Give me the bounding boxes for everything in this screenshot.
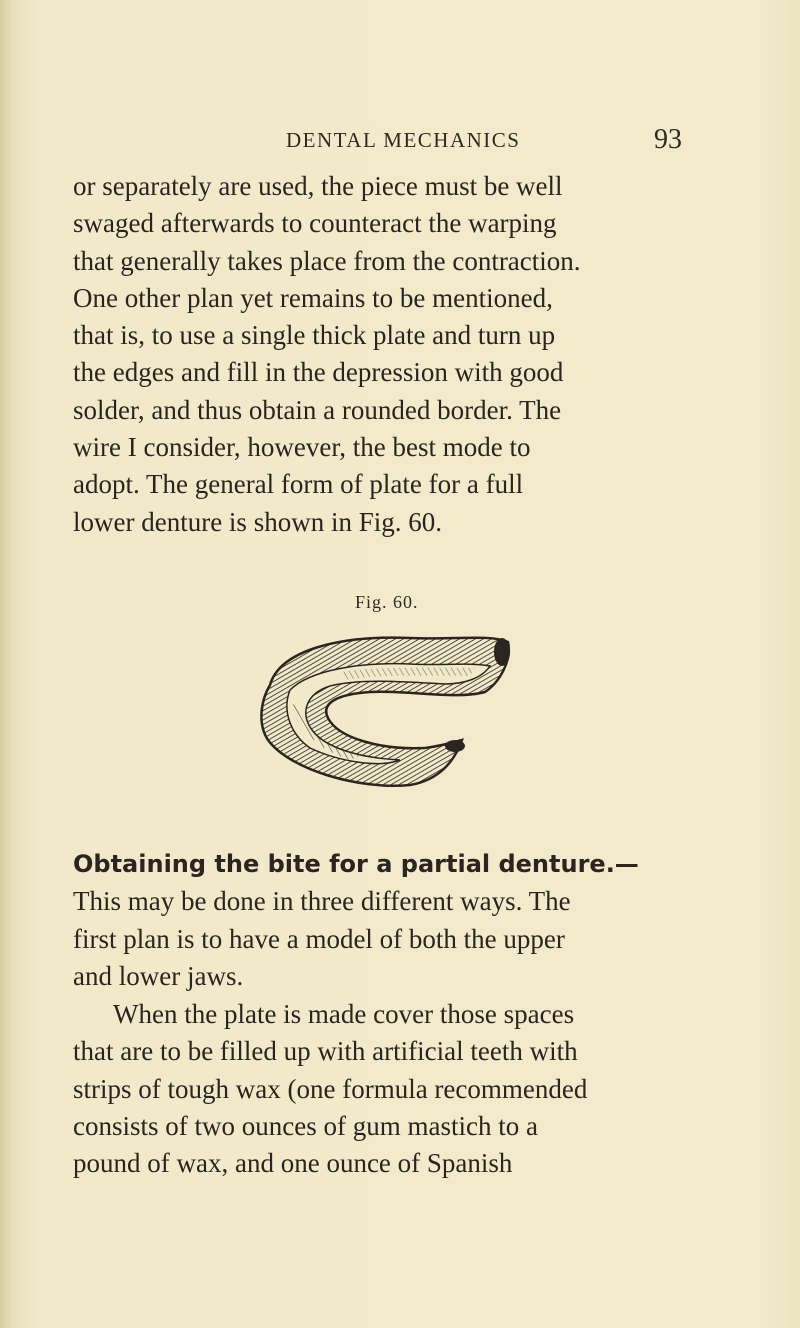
running-title: DENTAL MECHANICS: [286, 128, 521, 152]
text-line: that are to be filled up with artificial teeth with: [73, 1036, 578, 1067]
paragraph-3: [73, 996, 713, 1182]
page-gutter: [0, 0, 14, 1328]
text-line: consists of two ounces of gum mastich to a: [73, 1110, 538, 1141]
text-line: or separately are used, the piece must be well: [73, 171, 563, 201]
text-line: swaged afterwards to counteract the warping: [73, 208, 557, 239]
figure-caption: Fig. 60.: [355, 592, 419, 612]
section-heading: Obtaining the bite for a partial denture.—: [73, 850, 639, 878]
text-line: This may be done in three different ways. The: [73, 886, 571, 917]
text-line: solder, and thus obtain a rounded border. The: [73, 394, 562, 425]
text-line: wire I consider, however, the best mode to: [73, 432, 531, 463]
text-line: first plan is to have a model of both the upper: [73, 923, 565, 954]
lower-denture-plate-illustration: [250, 630, 520, 790]
text-line: the edges and fill in the depression with good: [73, 357, 564, 388]
text-line: adopt. The general form of plate for a full: [73, 469, 524, 500]
paragraph-2: [73, 846, 713, 995]
paragraph-1: [73, 168, 713, 541]
text-line: pound of wax, and one ounce of Spanish: [73, 1148, 513, 1179]
text-line: strips of tough wax (one formula recommended: [73, 1073, 588, 1104]
text-line: that generally takes place from the contraction.: [73, 245, 581, 276]
text-line: that is, to use a single thick plate and turn up: [73, 320, 556, 351]
text-line: lower denture is shown in Fig. 60.: [73, 506, 442, 537]
text-line: When the plate is made cover those spaces: [113, 999, 575, 1029]
text-line: One other plan yet remains to be mentioned,: [73, 282, 553, 313]
page-number: 93: [654, 124, 682, 155]
text-line: and lower jaws.: [73, 960, 244, 991]
